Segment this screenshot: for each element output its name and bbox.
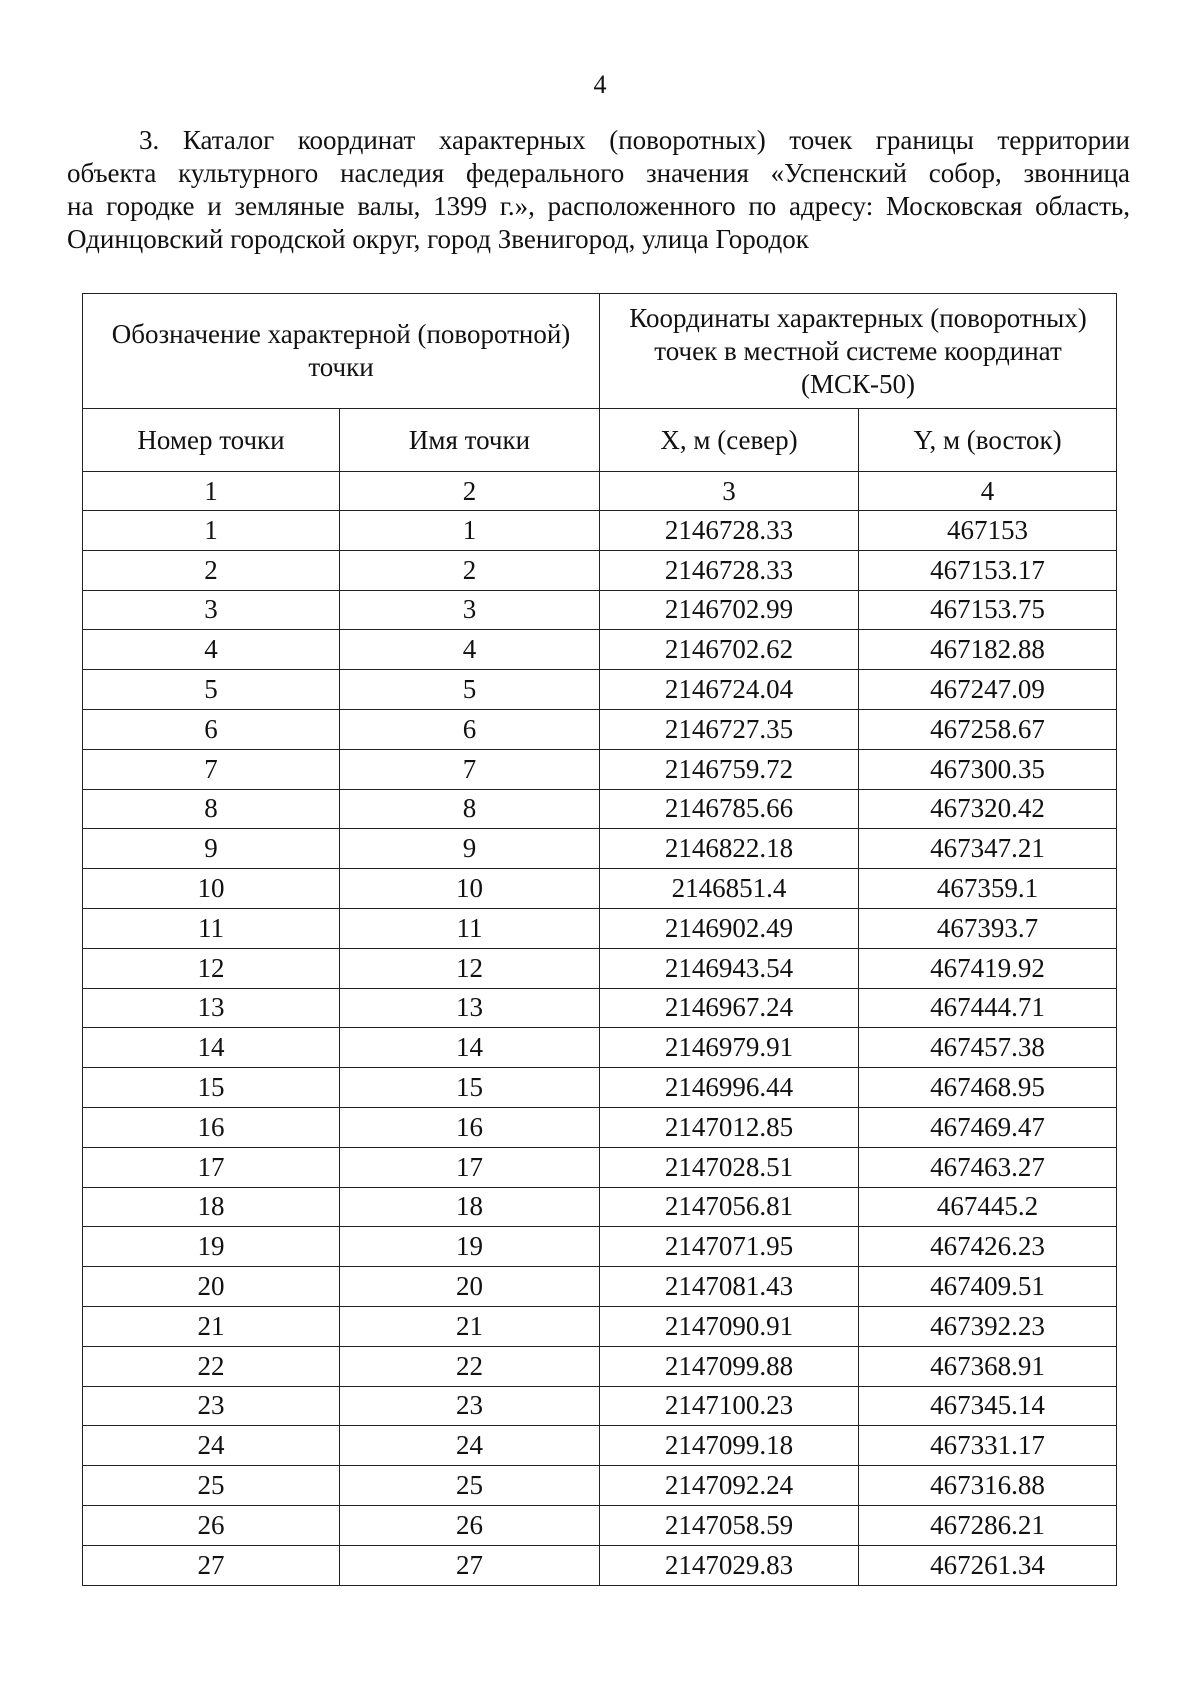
- section-heading: [67, 124, 1130, 256]
- cell-y-coordinate: 467359.1: [859, 869, 1117, 909]
- cell-y-coordinate: 467261.34: [859, 1545, 1117, 1585]
- table-row: [83, 829, 1117, 869]
- cell-point-number: 10: [83, 869, 340, 909]
- table-row: [83, 1426, 1117, 1466]
- cell-x-coordinate: 2147012.85: [600, 1107, 859, 1147]
- cell-point-number: 25: [83, 1466, 340, 1506]
- cell-point-number: 8: [83, 789, 340, 829]
- cell-point-number: 18: [83, 1187, 340, 1227]
- column-index: 1: [83, 472, 340, 511]
- cell-point-name: 27: [340, 1545, 600, 1585]
- cell-point-number: 24: [83, 1426, 340, 1466]
- cell-x-coordinate: 2147029.83: [600, 1545, 859, 1585]
- cell-point-name: 8: [340, 789, 600, 829]
- coordinates-table: [82, 293, 1117, 1586]
- cell-point-number: 12: [83, 948, 340, 988]
- heading-line: объекта культурного наследия федерального значения «Успенский собор, звонница: [67, 158, 1130, 188]
- cell-x-coordinate: 2146902.49: [600, 908, 859, 948]
- table-row: [83, 1227, 1117, 1267]
- cell-x-coordinate: 2147099.18: [600, 1426, 859, 1466]
- cell-point-number: 14: [83, 1028, 340, 1068]
- table-row: [83, 988, 1117, 1028]
- cell-x-coordinate: 2147092.24: [600, 1466, 859, 1506]
- cell-y-coordinate: 467368.91: [859, 1346, 1117, 1386]
- cell-y-coordinate: 467153: [859, 511, 1117, 551]
- column-header-point-number: Номер точки: [83, 409, 340, 472]
- table-row: [83, 1306, 1117, 1346]
- column-header-x: X, м (север): [600, 409, 859, 472]
- cell-point-name: 10: [340, 869, 600, 909]
- table-row: [83, 1028, 1117, 1068]
- cell-point-number: 6: [83, 709, 340, 749]
- cell-y-coordinate: 467468.95: [859, 1068, 1117, 1108]
- cell-point-number: 16: [83, 1107, 340, 1147]
- heading-line: на городке и земляные валы, 1399 г.», расположенного по адресу: Московская область,: [67, 191, 1130, 221]
- heading-line: 3. Каталог координат характерных (поворотных) точек границы территории: [139, 125, 1130, 155]
- cell-y-coordinate: 467316.88: [859, 1466, 1117, 1506]
- cell-point-name: 9: [340, 829, 600, 869]
- cell-point-name: 26: [340, 1505, 600, 1545]
- cell-point-number: 2: [83, 550, 340, 590]
- cell-x-coordinate: 2146785.66: [600, 789, 859, 829]
- cell-point-name: 18: [340, 1187, 600, 1227]
- column-header-y: Y, м (восток): [859, 409, 1117, 472]
- cell-point-number: 19: [83, 1227, 340, 1267]
- cell-point-number: 15: [83, 1068, 340, 1108]
- table-row: [83, 550, 1117, 590]
- table-row: [83, 948, 1117, 988]
- header-point-designation: Обозначение характерной (поворотной) точки: [83, 294, 600, 409]
- cell-x-coordinate: 2147099.88: [600, 1346, 859, 1386]
- cell-point-name: 11: [340, 908, 600, 948]
- cell-point-number: 22: [83, 1346, 340, 1386]
- table-row: [83, 1346, 1117, 1386]
- cell-point-name: 7: [340, 749, 600, 789]
- cell-x-coordinate: 2146967.24: [600, 988, 859, 1028]
- cell-y-coordinate: 467444.71: [859, 988, 1117, 1028]
- cell-x-coordinate: 2146728.33: [600, 550, 859, 590]
- cell-x-coordinate: 2146724.04: [600, 670, 859, 710]
- cell-point-number: 3: [83, 590, 340, 630]
- table-row: [83, 1147, 1117, 1187]
- cell-point-number: 27: [83, 1545, 340, 1585]
- cell-y-coordinate: 467153.75: [859, 590, 1117, 630]
- cell-y-coordinate: 467392.23: [859, 1306, 1117, 1346]
- cell-point-name: 15: [340, 1068, 600, 1108]
- cell-y-coordinate: 467258.67: [859, 709, 1117, 749]
- table-row: [83, 908, 1117, 948]
- cell-y-coordinate: 467331.17: [859, 1426, 1117, 1466]
- cell-y-coordinate: 467345.14: [859, 1386, 1117, 1426]
- table-row: [83, 789, 1117, 829]
- cell-point-number: 17: [83, 1147, 340, 1187]
- table-row: [83, 511, 1117, 551]
- page-number: 4: [593, 70, 607, 99]
- table-row: [83, 1505, 1117, 1545]
- cell-point-name: 21: [340, 1306, 600, 1346]
- cell-point-number: 9: [83, 829, 340, 869]
- cell-point-number: 13: [83, 988, 340, 1028]
- cell-point-name: 24: [340, 1426, 600, 1466]
- table-row: [83, 1545, 1117, 1585]
- cell-y-coordinate: 467153.17: [859, 550, 1117, 590]
- cell-x-coordinate: 2147090.91: [600, 1306, 859, 1346]
- cell-y-coordinate: 467182.88: [859, 630, 1117, 670]
- cell-x-coordinate: 2146702.62: [600, 630, 859, 670]
- table-row: [83, 1068, 1117, 1108]
- cell-point-number: 11: [83, 908, 340, 948]
- cell-x-coordinate: 2146996.44: [600, 1068, 859, 1108]
- table-row: [83, 1386, 1117, 1426]
- cell-point-number: 26: [83, 1505, 340, 1545]
- header-group-row: [83, 294, 1117, 409]
- cell-point-name: 5: [340, 670, 600, 710]
- table-row: [83, 670, 1117, 710]
- table-row: [83, 749, 1117, 789]
- cell-x-coordinate: 2146759.72: [600, 749, 859, 789]
- cell-point-name: 3: [340, 590, 600, 630]
- cell-x-coordinate: 2146851.4: [600, 869, 859, 909]
- cell-point-number: 21: [83, 1306, 340, 1346]
- cell-y-coordinate: 467393.7: [859, 908, 1117, 948]
- cell-y-coordinate: 467469.47: [859, 1107, 1117, 1147]
- cell-x-coordinate: 2147071.95: [600, 1227, 859, 1267]
- table-row: [83, 869, 1117, 909]
- cell-y-coordinate: 467286.21: [859, 1505, 1117, 1545]
- cell-y-coordinate: 467445.2: [859, 1187, 1117, 1227]
- cell-x-coordinate: 2146943.54: [600, 948, 859, 988]
- cell-y-coordinate: 467426.23: [859, 1227, 1117, 1267]
- cell-point-name: 19: [340, 1227, 600, 1267]
- cell-point-name: 13: [340, 988, 600, 1028]
- column-index-row: [83, 472, 1117, 511]
- cell-x-coordinate: 2147100.23: [600, 1386, 859, 1426]
- table-row: [83, 1187, 1117, 1227]
- cell-point-number: 1: [83, 511, 340, 551]
- cell-x-coordinate: 2146727.35: [600, 709, 859, 749]
- cell-y-coordinate: 467320.42: [859, 789, 1117, 829]
- table-row: [83, 1466, 1117, 1506]
- column-index: 3: [600, 472, 859, 511]
- table-row: [83, 709, 1117, 749]
- cell-y-coordinate: 467247.09: [859, 670, 1117, 710]
- cell-y-coordinate: 467300.35: [859, 749, 1117, 789]
- table-row: [83, 1107, 1117, 1147]
- cell-point-name: 17: [340, 1147, 600, 1187]
- cell-x-coordinate: 2147058.59: [600, 1505, 859, 1545]
- cell-point-name: 2: [340, 550, 600, 590]
- column-header-point-name: Имя точки: [340, 409, 600, 472]
- header-coordinates: Координаты характерных (поворотных) точек в местной системе координат (МСК-50): [600, 294, 1117, 409]
- cell-point-number: 20: [83, 1267, 340, 1307]
- table-row: [83, 1267, 1117, 1307]
- cell-point-name: 6: [340, 709, 600, 749]
- cell-point-name: 20: [340, 1267, 600, 1307]
- cell-point-number: 5: [83, 670, 340, 710]
- cell-x-coordinate: 2146728.33: [600, 511, 859, 551]
- cell-point-name: 22: [340, 1346, 600, 1386]
- cell-point-number: 23: [83, 1386, 340, 1426]
- cell-point-name: 1: [340, 511, 600, 551]
- cell-point-name: 4: [340, 630, 600, 670]
- cell-x-coordinate: 2147081.43: [600, 1267, 859, 1307]
- header-columns-row: [83, 409, 1117, 472]
- cell-y-coordinate: 467419.92: [859, 948, 1117, 988]
- cell-point-number: 4: [83, 630, 340, 670]
- cell-point-number: 7: [83, 749, 340, 789]
- cell-x-coordinate: 2147028.51: [600, 1147, 859, 1187]
- cell-point-name: 12: [340, 948, 600, 988]
- cell-point-name: 14: [340, 1028, 600, 1068]
- cell-point-name: 25: [340, 1466, 600, 1506]
- column-index: 4: [859, 472, 1117, 511]
- cell-point-name: 16: [340, 1107, 600, 1147]
- table-row: [83, 590, 1117, 630]
- cell-x-coordinate: 2146702.99: [600, 590, 859, 630]
- cell-y-coordinate: 467457.38: [859, 1028, 1117, 1068]
- cell-point-name: 23: [340, 1386, 600, 1426]
- cell-x-coordinate: 2147056.81: [600, 1187, 859, 1227]
- cell-y-coordinate: 467347.21: [859, 829, 1117, 869]
- cell-x-coordinate: 2146822.18: [600, 829, 859, 869]
- cell-y-coordinate: 467409.51: [859, 1267, 1117, 1307]
- heading-line: Одинцовский городской округ, город Звенигород, улица Городок: [67, 224, 809, 254]
- column-index: 2: [340, 472, 600, 511]
- cell-y-coordinate: 467463.27: [859, 1147, 1117, 1187]
- cell-x-coordinate: 2146979.91: [600, 1028, 859, 1068]
- table-row: [83, 630, 1117, 670]
